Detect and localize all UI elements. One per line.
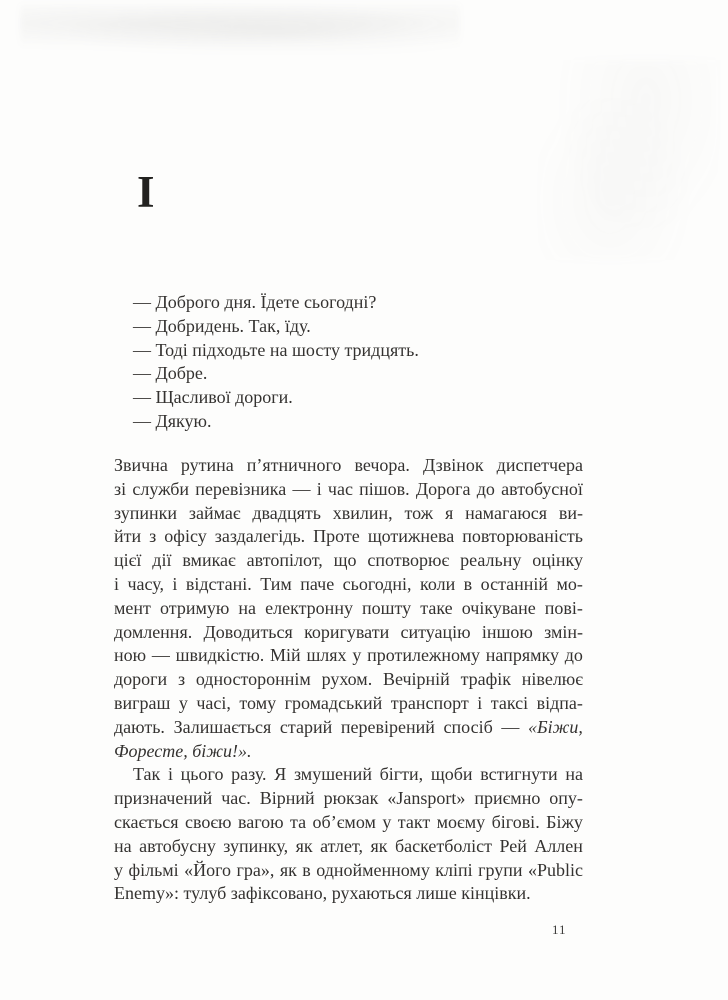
word: цього — [180, 764, 224, 785]
word: ною — [114, 645, 147, 666]
word: бігти, — [379, 764, 424, 785]
word: таке — [420, 597, 453, 618]
word: хвилин, — [332, 502, 393, 523]
word: вагою — [237, 811, 284, 832]
word: біжи!». — [192, 740, 252, 761]
word: призначений — [114, 788, 213, 809]
word: атлет, — [320, 835, 363, 856]
word: разу. — [231, 764, 267, 785]
word: повторюваність — [462, 526, 583, 547]
word: Аллен — [534, 835, 583, 856]
word: коли — [420, 573, 456, 594]
word: до — [476, 478, 495, 499]
word: вмикає — [182, 550, 236, 571]
word: своєю — [184, 811, 232, 832]
word: на — [565, 764, 583, 785]
word: Рей — [499, 835, 527, 856]
text-line — [114, 763, 583, 787]
word: однойменному — [316, 859, 430, 880]
word: кліпі — [435, 859, 473, 880]
word: спотворює — [367, 550, 450, 571]
word: заздалегідь. — [214, 526, 306, 547]
dialogue-line: — Доброго дня. Їдете сьогодні? — [133, 292, 377, 312]
word: у — [352, 645, 362, 666]
word: Звична — [114, 455, 168, 475]
word: мент — [114, 597, 151, 618]
word: останній — [480, 573, 549, 594]
word: і — [316, 478, 322, 499]
text-line — [114, 835, 583, 859]
word: паче — [300, 573, 335, 594]
word: моєму — [436, 811, 486, 832]
word: зафіксовано, — [230, 883, 328, 904]
word: коригувати — [304, 621, 390, 642]
word: часі, — [196, 692, 231, 713]
word: громадський — [284, 692, 383, 713]
dialogue-line: — Щасливої дороги. — [133, 387, 293, 408]
word: об’ємом — [312, 811, 376, 832]
word: до — [564, 645, 583, 666]
dialogue-line: — Добре. — [133, 363, 208, 384]
text-line — [114, 740, 583, 764]
text-line — [114, 811, 583, 835]
word: ситуацію — [400, 621, 471, 642]
word: пішов. — [359, 478, 410, 499]
word: рюкзак — [323, 788, 379, 809]
text-line — [114, 621, 583, 645]
word: ви- — [558, 502, 583, 523]
word: на — [114, 835, 132, 856]
text-line — [114, 692, 583, 716]
word: Я — [274, 764, 287, 785]
word: і — [477, 692, 483, 713]
word: дають. — [114, 716, 165, 737]
word: у — [178, 692, 188, 713]
word: «Біжи, — [528, 716, 583, 737]
text-line — [114, 644, 583, 668]
word: відстані. — [185, 573, 252, 594]
word: Форесте, — [114, 740, 188, 761]
word: дії — [152, 550, 172, 571]
word: — — [501, 716, 520, 737]
text-line — [114, 454, 583, 478]
word: «Public — [527, 859, 583, 880]
chapter-heading: I — [137, 167, 155, 217]
word: сьогодні, — [342, 573, 412, 594]
word: намагаюся — [465, 502, 548, 523]
word: як — [295, 835, 313, 856]
word: автобусної — [501, 478, 583, 499]
word: рухаються — [331, 883, 412, 904]
word: щотижнева — [367, 526, 455, 547]
word: мо- — [556, 573, 583, 594]
word: йти — [114, 526, 142, 547]
word: автопілот, — [246, 550, 323, 571]
word: Дорога — [415, 478, 471, 499]
text-line — [114, 597, 583, 621]
word: виграш — [114, 692, 171, 713]
word: транспорт — [390, 692, 469, 713]
word: змушений — [293, 764, 372, 785]
word: спосіб — [443, 716, 493, 737]
word: домлення. — [114, 621, 193, 642]
text-line — [114, 549, 583, 573]
word: і — [114, 573, 120, 594]
word: служби — [132, 478, 190, 499]
word: Дзвінок — [422, 455, 484, 475]
word: щоби — [430, 764, 473, 785]
word: опу- — [549, 788, 583, 809]
word: двадцять — [252, 502, 321, 523]
word: перевізника — [195, 478, 287, 499]
word: що — [333, 550, 357, 571]
word: рутина — [180, 455, 234, 475]
word: лише — [416, 883, 457, 904]
word: Доводиться — [203, 621, 293, 642]
word: Вірний — [259, 788, 315, 809]
word: з — [177, 669, 186, 690]
scan-artifact-right — [538, 60, 718, 260]
word: час. — [221, 788, 251, 809]
text-line — [114, 716, 583, 740]
text-line — [114, 573, 583, 597]
word: — — [151, 645, 170, 666]
word: скається — [114, 811, 179, 832]
word: перевірений — [340, 716, 435, 737]
word: цієї — [114, 550, 142, 571]
word: дороги — [114, 669, 168, 690]
word: відпа- — [536, 692, 583, 713]
word: як — [279, 859, 297, 880]
text-line — [114, 525, 583, 549]
word: як — [370, 835, 388, 856]
word: групи — [478, 859, 523, 880]
word: приємно — [474, 788, 541, 809]
body-text — [114, 454, 583, 906]
word: «Його — [184, 859, 232, 880]
text-line — [114, 882, 583, 906]
paragraph — [114, 454, 583, 763]
word: нівелює — [521, 669, 583, 690]
word: тулуб — [183, 883, 227, 904]
word: у — [114, 859, 123, 880]
word: Тим — [260, 573, 292, 594]
word: в — [302, 859, 311, 880]
word: трафік — [460, 669, 512, 690]
word: такт — [397, 811, 431, 832]
word: Enemy»: — [114, 883, 179, 904]
word: зупинки — [114, 502, 178, 523]
scan-artifact-top — [20, 4, 460, 52]
word: займає — [188, 502, 241, 523]
word: тому — [239, 692, 277, 713]
word: Так — [133, 764, 161, 785]
dialogue-line: — Тоді підходьте на шосту тридцять. — [133, 339, 419, 360]
word: офісу — [164, 526, 207, 547]
dialogue-block — [114, 291, 583, 434]
word: зупинку, — [223, 835, 289, 856]
word: старий — [279, 716, 333, 737]
word: автобусну — [139, 835, 216, 856]
word: Вечірній — [382, 669, 450, 690]
word: оцінку — [532, 550, 583, 571]
word: встигнути — [480, 764, 558, 785]
word: рухом. — [321, 669, 373, 690]
word: та — [290, 811, 307, 832]
text-line — [114, 859, 583, 883]
word: Залишається — [173, 716, 272, 737]
word: реальну — [460, 550, 522, 571]
word: на — [238, 597, 257, 618]
text-line — [114, 478, 583, 502]
word: баскетболіст — [394, 835, 492, 856]
word: іншою — [481, 621, 533, 642]
word: Біжу — [546, 811, 583, 832]
word: і — [167, 764, 173, 785]
dialogue-line: — Дякую. — [133, 410, 212, 431]
word: одностороннім — [195, 669, 311, 690]
text-line — [114, 668, 583, 692]
word: Проте — [313, 526, 360, 547]
page-number: 11 — [552, 922, 567, 937]
word: вечора. — [354, 455, 410, 475]
word: кінцівки. — [461, 883, 531, 904]
word: змін- — [544, 621, 583, 642]
word: п’ятничного — [246, 455, 342, 475]
word: часу, — [127, 573, 164, 594]
word: — — [292, 478, 311, 499]
word: в — [463, 573, 473, 594]
word: «Jansport» — [387, 788, 466, 809]
text-line — [114, 502, 583, 526]
word: у — [382, 811, 392, 832]
word: я — [444, 502, 454, 523]
word: напрямку — [485, 645, 559, 666]
text-line — [114, 787, 583, 811]
word: час — [327, 478, 353, 499]
word: пові- — [544, 597, 583, 618]
dialogue-line: — Добридень. Так, їду. — [133, 315, 311, 336]
word: отримую — [159, 597, 230, 618]
word: пошту — [362, 597, 412, 618]
word: фільмі — [128, 859, 179, 880]
word: таксі — [490, 692, 529, 713]
paragraph — [114, 763, 583, 906]
word: електронну — [265, 597, 353, 618]
word: і — [172, 573, 178, 594]
word: очікуване — [461, 597, 536, 618]
word: з — [149, 526, 157, 547]
word: диспетчера — [496, 455, 583, 475]
word: тож — [404, 502, 434, 523]
word: швидкістю. — [175, 645, 265, 666]
word: бігові. — [491, 811, 540, 832]
word: протилежному — [367, 645, 481, 666]
word: гра», — [236, 859, 275, 880]
word: зі — [114, 478, 127, 499]
word: шлях — [306, 645, 347, 666]
word: Мій — [270, 645, 301, 666]
